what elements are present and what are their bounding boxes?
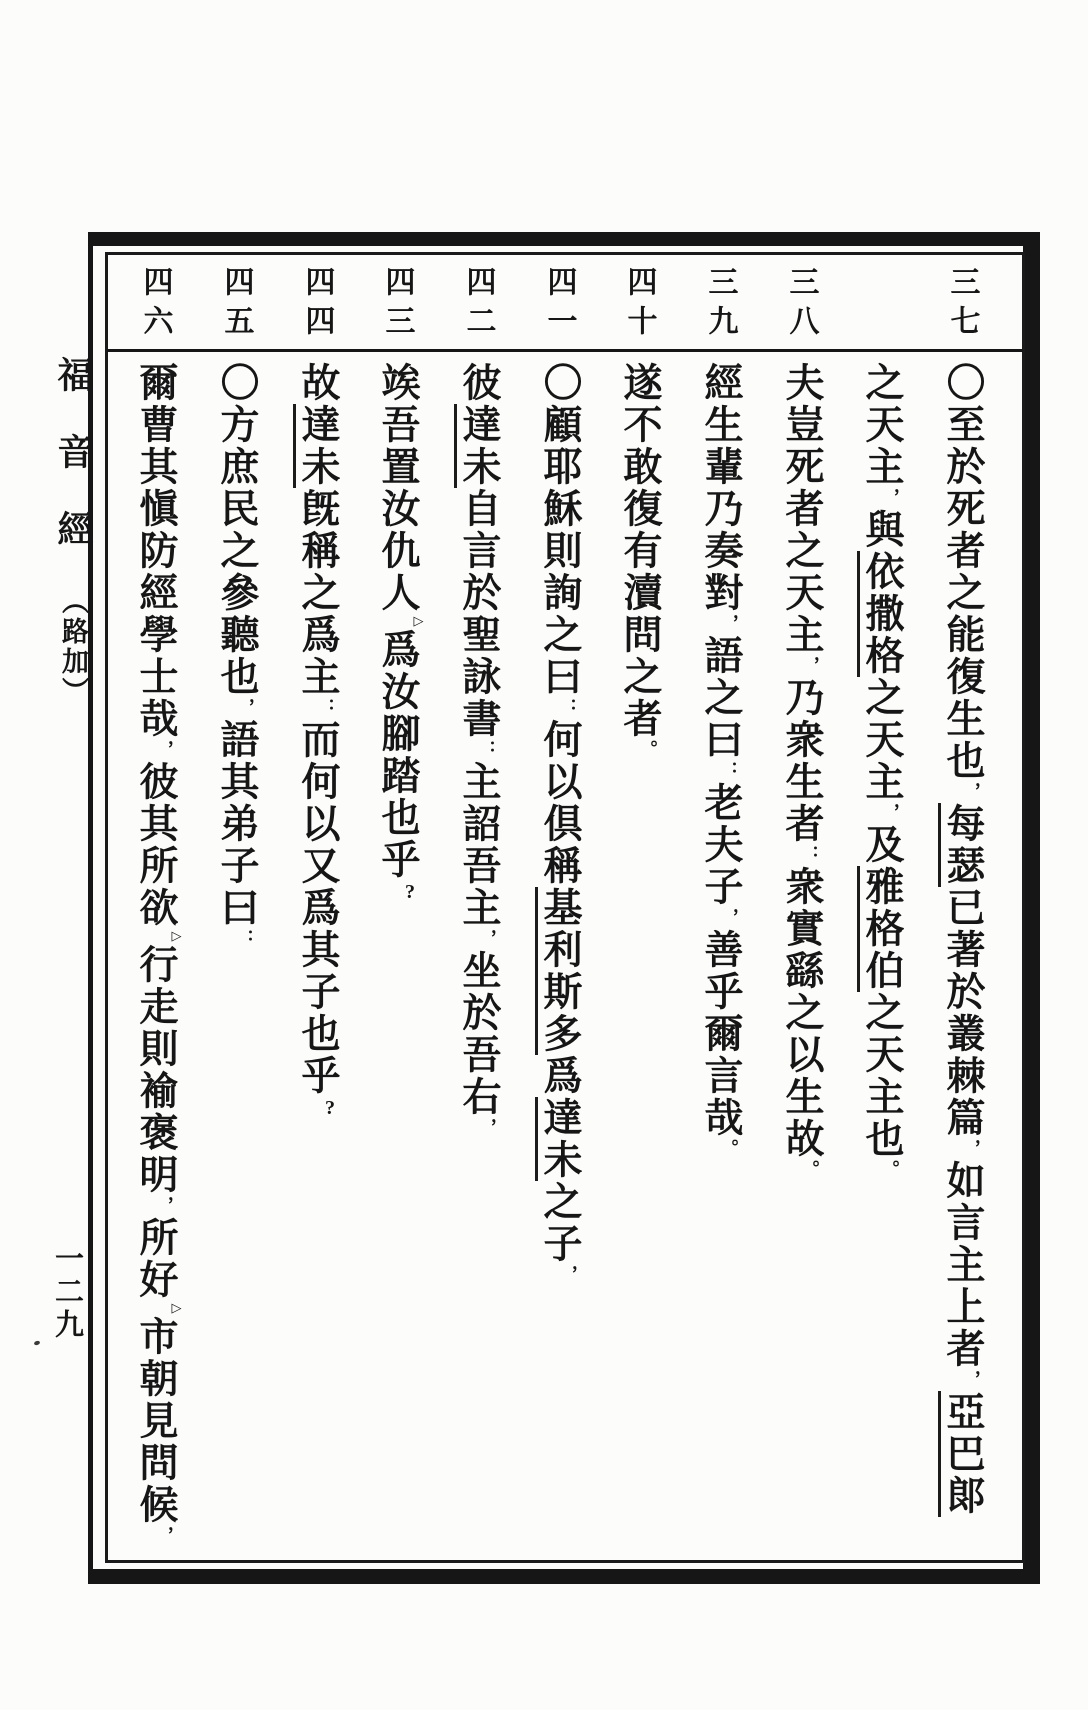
verse-number: 四四 [300,266,334,344]
punctuation: ， [880,488,900,509]
book-title-volume: （路加） [58,587,88,707]
verse-text-column [427,362,506,1139]
verse-text-segment: 之天主，與 [860,362,903,551]
triangle-reference-mark: ▷ [170,929,185,944]
punctuation: ， [800,656,820,677]
proper-noun-marked-text: 達未 [293,404,339,488]
verse-text-column [588,362,667,761]
verse-text-segment: 故 [296,362,339,404]
triangle-reference-mark: ▷ [170,1301,185,1316]
page-number: 一二九 [51,1243,83,1342]
verse-text-segment: 行走則褕褒明，所好 [134,944,177,1301]
punctuation: ， [154,740,174,761]
verse-number: 四十 [622,266,656,344]
question-mark: ? [319,1097,341,1122]
verse-text-column [346,362,425,906]
verse-text-segment: 之天主也。 [860,992,903,1181]
verse-text-segment: 自言於聖詠書：主詔吾主，坐於吾右， [457,488,500,1139]
verse-text-segment: 〇方庶民之參聽也，語其弟子曰： [215,362,258,950]
verse-text-segment: 市朝見問候， [134,1316,177,1547]
punctuation: ， [961,1370,981,1391]
punctuation: ， [154,1196,174,1217]
punctuation: ， [719,614,739,635]
proper-noun-marked-text: 亞巴郞 [938,1391,984,1517]
verse-text-segment: 爲汝腳踏也乎 [376,629,419,881]
proper-noun-marked-text: 每瑟 [938,803,984,887]
proper-noun-marked-text: 雅格伯 [857,866,903,992]
punctuation: ， [961,782,981,803]
verse-text-segment: 之子， [538,1181,581,1286]
verse-number: 四六 [138,266,172,344]
punctuation: ， [477,929,497,950]
verse-text-column [669,362,748,1160]
triangle-reference-mark: ▷ [412,614,427,629]
punctuation: ， [154,1526,174,1547]
verse-number: 三九 [703,266,737,344]
punctuation: ， [961,1139,981,1160]
proper-noun-marked-text: 達未 [535,1097,581,1181]
verse-text-column [830,362,909,1181]
verse-text-column [750,362,829,1181]
proper-noun-marked-text: 依撒格 [857,551,903,677]
punctuation: 。 [800,1160,820,1181]
verse-text-segment: 爲 [538,1055,581,1097]
verse-text-column [508,362,587,1286]
verse-text-segment: 遂不敢復有瀆問之者。 [618,362,661,761]
verse-text-segment: 爾曹其愼防經學士哉，彼其所欲 [134,362,177,929]
punctuation: ： [719,761,739,782]
proper-noun-marked-text: 達未 [454,404,500,488]
punctuation: 。 [638,740,658,761]
verse-text-segment: 經生輩乃奏對，語之曰：老夫子，善乎爾言哉。 [699,362,742,1160]
punctuation: ， [235,698,255,719]
verse-number: 四五 [219,266,253,344]
verse-text-segment: 旣稱之爲主：而何以又爲其子也乎 [296,488,339,1097]
punctuation: ： [800,845,820,866]
ink-speck [33,1340,40,1346]
punctuation: 。 [880,1160,900,1181]
verse-text-segment: 夫豈死者之天主，乃衆生者：衆實繇之以生故。 [780,362,823,1181]
punctuation: ： [558,698,578,719]
punctuation: ： [316,698,336,719]
verse-text-segment: 〇顧耶穌則詢之曰：何以倶稱 [538,362,581,887]
punctuation: ： [235,929,255,950]
verse-number: 三八 [784,266,818,344]
verse-text-column [266,362,345,1122]
verse-text-segment: 彼 [457,362,500,404]
punctuation: ， [880,803,900,824]
verse-text-column [911,362,990,1517]
book-title: 福音經 [53,356,93,587]
punctuation: 。 [719,1139,739,1160]
header-separator-line [107,349,1023,352]
punctuation: ： [477,740,497,761]
punctuation: ， [719,908,739,929]
verse-text-segment: 〇至於死者之能復生也， [941,362,984,803]
proper-noun-marked-text: 基利斯多 [535,887,581,1055]
verse-number: 四一 [542,266,576,344]
punctuation: ， [477,1118,497,1139]
question-mark: ? [399,881,421,906]
verse-text-segment: 之天主，及 [860,677,903,866]
verse-text-segment: 已著於叢棘篇，如言主上者， [941,887,984,1391]
verse-text-segment: 竢吾置汝仇人 [376,362,419,614]
verse-text-column [185,362,264,950]
verse-number: 三七 [945,266,979,344]
verse-text-column [104,362,183,1547]
punctuation: ， [558,1265,578,1286]
verse-number: 四三 [380,266,414,344]
verse-number: 四二 [461,266,495,344]
